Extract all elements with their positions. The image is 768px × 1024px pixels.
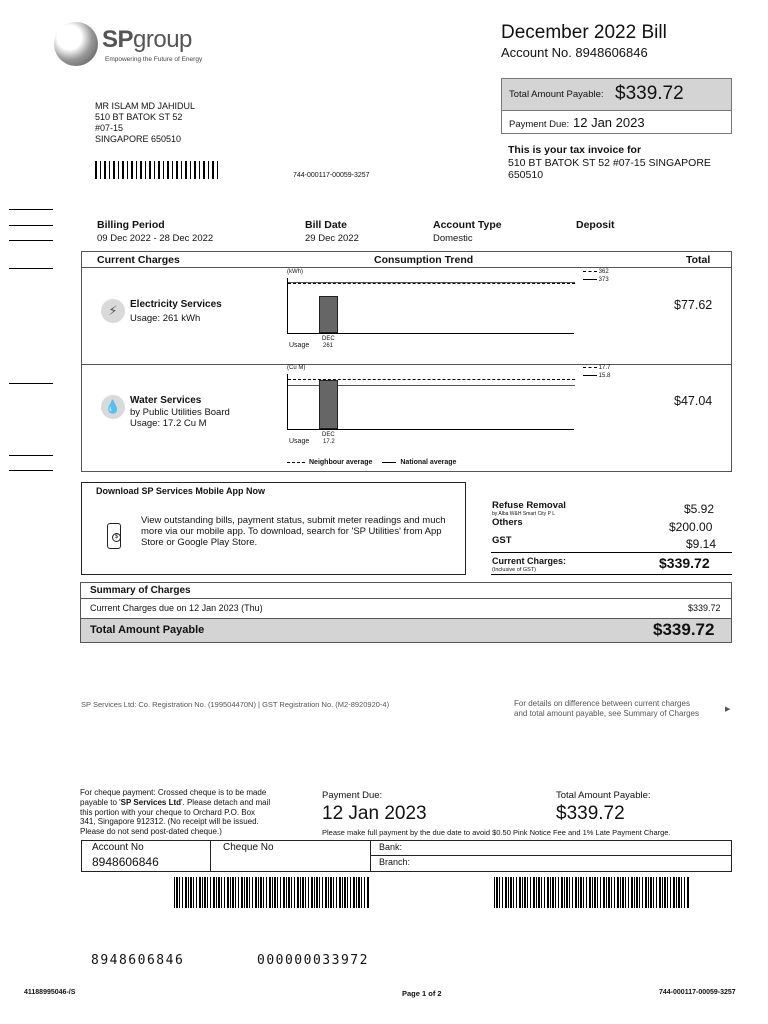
ocr-account-number: 8948606846 bbox=[91, 953, 185, 968]
customer-name: MR ISLAM MD JAHIDUL bbox=[95, 101, 196, 111]
fold-mark bbox=[9, 455, 53, 456]
electricity-national-value: 373 bbox=[598, 277, 609, 283]
total-payable-value: $339.72 bbox=[615, 83, 684, 104]
logo-sp: SP bbox=[102, 26, 134, 53]
summary-total-label: Total Amount Payable bbox=[90, 624, 205, 636]
summary-title: Summary of Charges bbox=[90, 585, 191, 596]
electricity-national-line bbox=[288, 282, 575, 283]
late-payment-notice: Please make full payment by the due date to avoid $0.50 Pink Notice Fee and 1% Late Payment Charge. bbox=[322, 828, 671, 837]
refuse-removal-label: Refuse Removal bbox=[492, 500, 566, 511]
summary-divider bbox=[81, 598, 731, 599]
customer-reference: 744-000117-00059-3257 bbox=[293, 172, 370, 179]
details-note-2: and total amount payable, see Summary of Charges bbox=[514, 709, 699, 718]
customer-addr-1: 510 BT BATOK ST 52 bbox=[95, 112, 183, 122]
water-chart bbox=[287, 374, 574, 430]
current-charges-gst-note: (Inclusive of GST) bbox=[492, 567, 537, 573]
lightning-icon: ⚡ bbox=[101, 299, 125, 323]
footer-left-code: 41188995046-/S bbox=[24, 989, 76, 996]
slip-total-value: $339.72 bbox=[556, 803, 625, 824]
fold-mark bbox=[9, 240, 53, 241]
account-type-value: Domestic bbox=[433, 233, 473, 244]
current-charges-table bbox=[81, 251, 732, 472]
customer-address bbox=[95, 101, 195, 145]
mobile-phone-icon: $ bbox=[107, 523, 121, 549]
details-note-1: For details on difference between current charges bbox=[514, 699, 690, 708]
electricity-neighbour-value: 362 bbox=[598, 269, 609, 275]
current-charges-value: $339.72 bbox=[659, 555, 710, 571]
total-payable-label: Total Amount Payable: bbox=[509, 89, 604, 100]
water-drop-icon: 💧 bbox=[101, 395, 125, 419]
grid-divider bbox=[370, 841, 371, 871]
arrow-right-icon: ▶ bbox=[725, 706, 731, 713]
footer-right-code: 744-000117-00059-3257 bbox=[659, 989, 736, 996]
payment-barcode-2 bbox=[494, 877, 690, 908]
fold-mark bbox=[9, 470, 53, 471]
slip-due-value: 12 Jan 2023 bbox=[322, 803, 427, 824]
charges-divider bbox=[491, 552, 732, 553]
fold-mark bbox=[9, 225, 53, 226]
charges-bottom-divider bbox=[491, 574, 732, 575]
logo-swirl-icon bbox=[54, 22, 98, 66]
others-value: $200.00 bbox=[669, 520, 713, 534]
water-provider: by Public Utilities Board bbox=[130, 407, 230, 418]
bank-field[interactable]: Bank: bbox=[379, 842, 403, 852]
fold-mark bbox=[9, 383, 53, 384]
electricity-total: $77.62 bbox=[674, 298, 713, 312]
electricity-month-value: 261 bbox=[323, 343, 334, 349]
grid-divider bbox=[210, 841, 211, 871]
water-legend-neighbour bbox=[583, 365, 610, 371]
tax-invoice-address-1: 510 BT BATOK ST 52 #07-15 SINGAPORE bbox=[508, 157, 711, 169]
sp-logo bbox=[54, 22, 224, 68]
bill-date-label: Bill Date bbox=[305, 219, 348, 231]
refuse-removal-value: $5.92 bbox=[684, 502, 715, 516]
app-promo-title: Download SP Services Mobile App Now bbox=[96, 486, 266, 496]
cheque-text-4: 341, Singapore 912312. (No receipt will be issued. bbox=[80, 817, 259, 827]
electricity-unit: (kWh) bbox=[287, 269, 303, 275]
amount-due-box bbox=[501, 78, 732, 134]
logo-wordmark bbox=[102, 26, 192, 54]
logo-group: group bbox=[133, 26, 192, 53]
deposit-label: Deposit bbox=[576, 219, 615, 231]
col-total: Total bbox=[686, 254, 711, 266]
col-current-charges: Current Charges bbox=[97, 254, 180, 266]
cheque-text-3: this portion with your cheque to Orchard P.O. Box bbox=[80, 807, 256, 817]
slip-due-label: Payment Due: bbox=[322, 790, 383, 801]
bill-date-value: 29 Dec 2022 bbox=[305, 233, 359, 244]
grid-divider bbox=[371, 855, 732, 856]
details-note bbox=[514, 699, 699, 719]
gst-value: $9.14 bbox=[686, 537, 717, 551]
summary-row-label: Current Charges due on 12 Jan 2023 (Thu) bbox=[90, 603, 263, 613]
electricity-neighbour-line bbox=[288, 283, 575, 284]
cheque-no-field[interactable]: Cheque No bbox=[223, 842, 274, 853]
ocr-amount: 000000033972 bbox=[257, 953, 369, 968]
logo-tagline: Empowering the Future of Energy bbox=[105, 56, 203, 63]
payment-due-value: 12 Jan 2023 bbox=[573, 115, 645, 130]
cheque-text-2a: payable to ' bbox=[80, 797, 121, 807]
payment-due-label: Payment Due: bbox=[509, 119, 570, 130]
table-row-divider bbox=[82, 364, 731, 365]
cheque-text-2 bbox=[80, 798, 310, 808]
cheque-instructions bbox=[80, 788, 310, 837]
slip-account-label: Account No bbox=[92, 842, 144, 853]
cheque-text-5: Please do not send post-dated cheque.) bbox=[80, 827, 222, 837]
fold-mark bbox=[9, 209, 53, 210]
electricity-month-label: DEC bbox=[322, 336, 335, 342]
electricity-usage: Usage: 261 kWh bbox=[130, 313, 201, 324]
water-usage: Usage: 17.2 Cu M bbox=[130, 418, 207, 429]
legend-neighbour-average: Neighbour average bbox=[309, 459, 373, 466]
water-month-label: DEC bbox=[322, 432, 335, 438]
water-usage-bar bbox=[319, 380, 338, 429]
app-promo-box bbox=[81, 482, 466, 575]
slip-form-grid bbox=[81, 840, 732, 872]
cheque-text-1: For cheque payment: Crossed cheque is to be made bbox=[80, 788, 267, 797]
page-number: Page 1 of 2 bbox=[402, 989, 442, 998]
water-total: $47.04 bbox=[674, 394, 713, 408]
registration-info: SP Services Ltd: Co. Registration No. (199504470N) | GST Registration No. (M2-8920920-4) bbox=[81, 700, 390, 709]
gst-label: GST bbox=[492, 535, 512, 546]
tax-invoice-address-2: 650510 bbox=[508, 169, 544, 181]
water-month-value: 17.2 bbox=[323, 439, 335, 445]
summary-of-charges bbox=[80, 582, 732, 643]
fold-mark bbox=[9, 268, 53, 269]
chart-legend bbox=[287, 459, 456, 466]
legend-national-average: National average bbox=[400, 459, 457, 466]
water-neighbour-value: 17.7 bbox=[598, 365, 611, 371]
electricity-legend-national bbox=[583, 277, 609, 283]
billing-period-label: Billing Period bbox=[97, 219, 165, 231]
bill-title: December 2022 Bill bbox=[501, 22, 667, 43]
cheque-text-2c: '. Please detach and mail bbox=[181, 797, 271, 807]
current-charges-label: Current Charges: bbox=[492, 556, 567, 566]
water-legend-national bbox=[583, 373, 610, 379]
billing-period-value: 09 Dec 2022 - 28 Dec 2022 bbox=[97, 233, 214, 244]
refuse-removal-provider: by Alba W&H Smart City P L bbox=[492, 511, 555, 517]
col-consumption-trend: Consumption Trend bbox=[374, 254, 474, 266]
payment-barcode-1 bbox=[174, 877, 370, 908]
others-label: Others bbox=[492, 517, 523, 528]
electricity-usage-bar bbox=[319, 296, 338, 333]
cheque-payee: SP Services Ltd bbox=[120, 797, 181, 807]
table-header-divider bbox=[82, 267, 731, 268]
electricity-legend-neighbour bbox=[583, 269, 609, 275]
app-promo-body: View outstanding bills, payment status, submit meter readings and much more via our mobile app. To download, search for 'SP Utilities' from App Store or Google Play Store. bbox=[141, 515, 446, 548]
water-usage-axis-label: Usage bbox=[289, 438, 310, 445]
summary-row-value: $339.72 bbox=[688, 603, 721, 613]
branch-field[interactable]: Branch: bbox=[379, 857, 411, 867]
water-national-value: 15.8 bbox=[598, 373, 611, 379]
slip-total-label: Total Amount Payable: bbox=[556, 790, 651, 801]
account-type-label: Account Type bbox=[433, 219, 502, 231]
tax-invoice-title: This is your tax invoice for bbox=[508, 144, 642, 156]
customer-addr-3: SINGAPORE 650510 bbox=[95, 134, 182, 144]
slip-account-value: 8948606846 bbox=[92, 855, 159, 869]
summary-total-value: $339.72 bbox=[653, 620, 715, 639]
customer-addr-2: #07-15 bbox=[95, 123, 124, 133]
electricity-usage-axis-label: Usage bbox=[289, 342, 310, 349]
account-number-line: Account No. 8948606846 bbox=[501, 45, 648, 60]
postal-barcode bbox=[95, 161, 219, 179]
water-unit: (Cu M) bbox=[287, 365, 306, 371]
water-title: Water Services bbox=[130, 395, 202, 406]
electricity-chart bbox=[287, 278, 574, 334]
electricity-title: Electricity Services bbox=[130, 299, 222, 310]
